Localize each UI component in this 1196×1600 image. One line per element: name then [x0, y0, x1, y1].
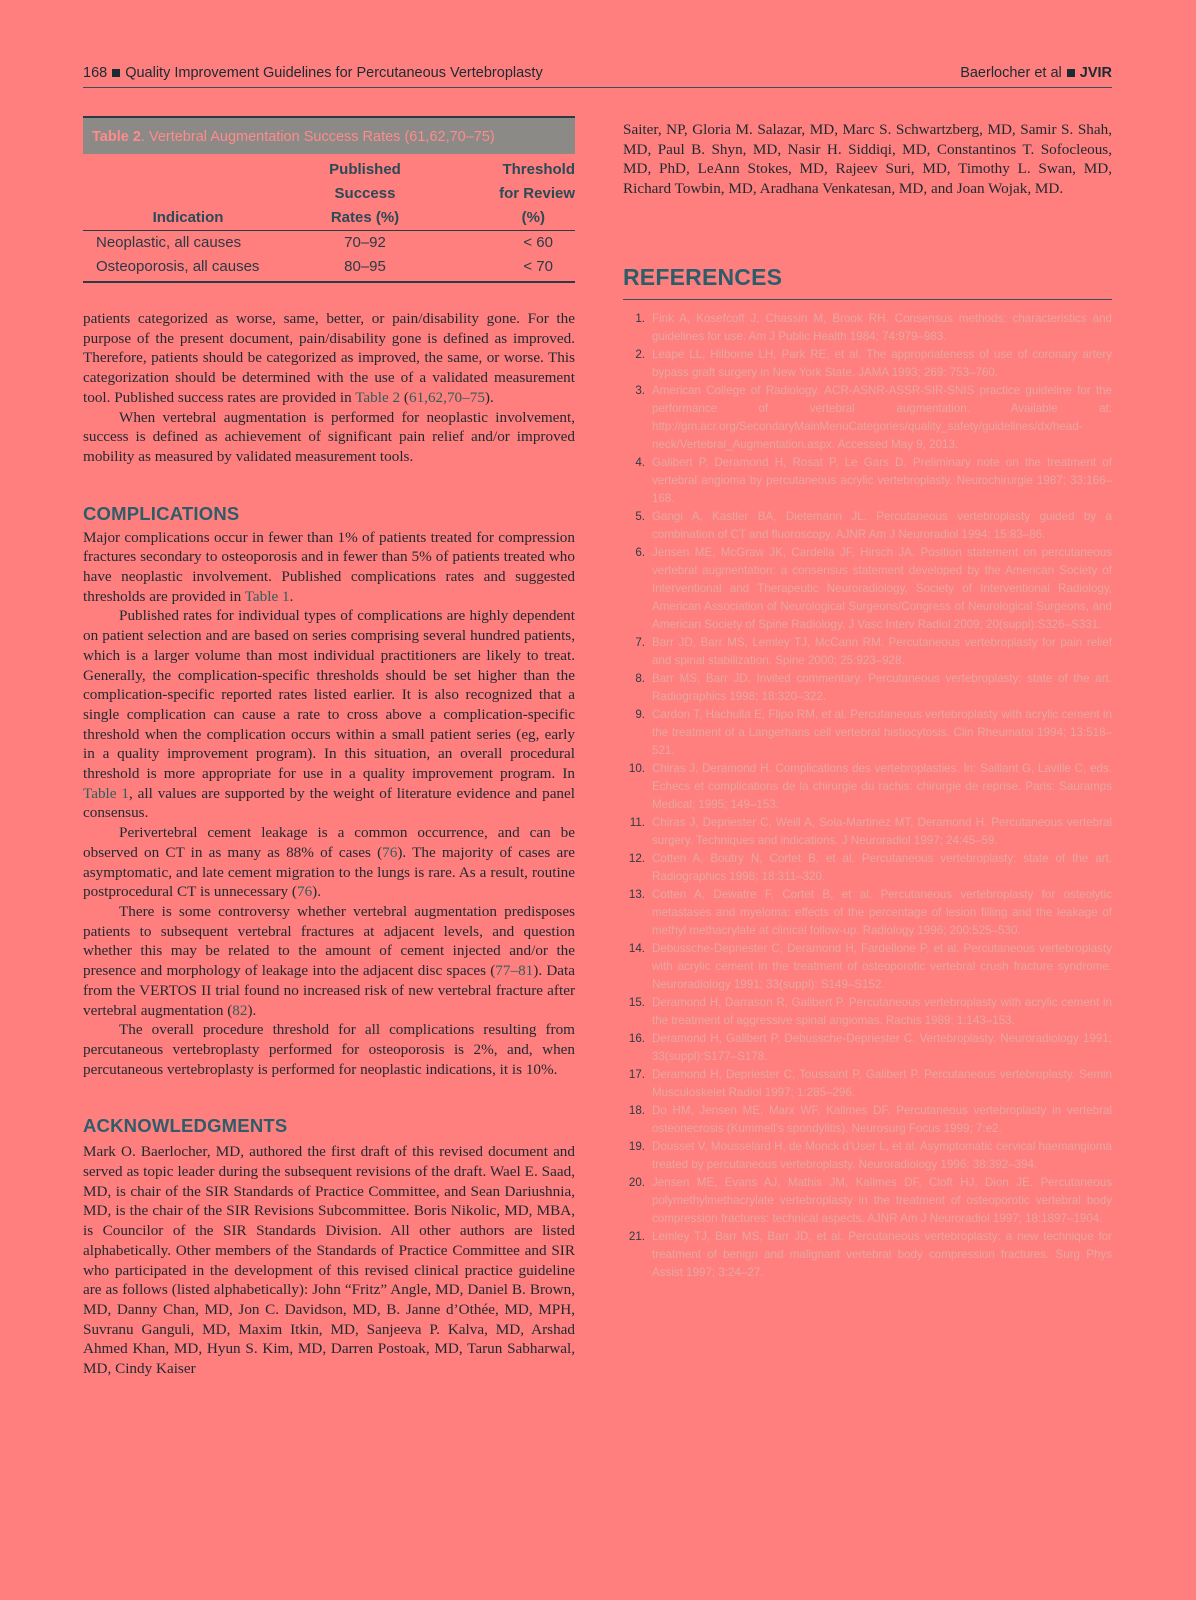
- paragraph-acknowledgments-cont: Saiter, NP, Gloria M. Salazar, MD, Marc S. Schwartzberg, MD, Samir S. Shah, MD, Paul B. Shyn, MD, Nasir H. Siddiqi, MD, Constantinos T. Sofocleous, MD, PhD, LeAnn Stokes, MD, Rajeev Suri, MD, Timothy L. Swan, MD, Richard Towbin, MD, Aradhana Venkatesan, MD, and Joan Wojak, MD.: [623, 121, 1112, 198]
- table-2-link[interactable]: Table 2: [355, 388, 401, 406]
- complications-heading: COMPLICATIONS: [83, 502, 240, 524]
- reference-item: [623, 454, 1112, 508]
- reference-text: Gangi A, Kastler BA, Dietemann JL. Percutaneous vertebroplasty guided by a combination of CT and fluoroscopy. AJNR Am J Neuroradiol 1994; 15:83–86.: [652, 509, 1112, 541]
- reference-number: 18.: [628, 1103, 645, 1117]
- reference-number: 15.: [628, 995, 645, 1009]
- table-label: Table 2: [92, 129, 141, 145]
- journal-name: JVIR: [1079, 65, 1112, 81]
- reference-text: Fink A, Kosefcoff J, Chassin M, Brook RH. Consensus methods: characteristics and guidelines for use. Am J Public Health 1984; 74:979–983.: [652, 311, 1112, 343]
- reference-text: Barr JD, Barr MS, Lemley TJ, McCann RM. Percutaneous vertebroplasty for pain relief and spinal stabilization. Spine 2000; 25:923–928.: [652, 635, 1112, 667]
- reference-item: [623, 382, 1112, 454]
- reference-number: 16.: [628, 1031, 645, 1045]
- header-threshold-line2: for Review: [499, 185, 575, 202]
- table-row: [83, 231, 575, 256]
- citation-link[interactable]: 76: [382, 843, 398, 861]
- reference-text: Deramond H, Darrason R, Galibert P. Percutaneous vertebroplasty with acrylic cement in the treatment of aggressive spinal angiomas. Rachis 1989; 1:143–153.: [652, 995, 1112, 1027]
- paragraph-controversy: [83, 902, 575, 1020]
- header-right: [960, 65, 1112, 81]
- table-1-link[interactable]: Table 1: [244, 587, 290, 605]
- paragraph-acknowledgments: Mark O. Baerlocher, MD, authored the first draft of this revised document and served as topic leader during the subsequent revisions of the draft. Wael E. Saad, MD, is chair of the SIR Standards of Practice Committee, and Sean Dariushnia, MD, is the chair of the SIR Revisions Subcommittee. Boris Nikolic, MD, MBA, is Councilor of the SIR Standards Division. All other authors are listed alphabetically. Other members of the Standards of Practice Committee and SIR who participated in the development of this revised clinical practice guideline are as follows (listed alphabetically): John “Fritz” Angle, MD, Daniel B. Brown, MD, Danny Chan, MD, Jon C. Davidson, MD, B. Janne d’Othée, MD, MPH, Suvranu Ganguli, MD, Maxim Itkin, MD, Sanjeeva P. Kalva, MD, Arshad Ahmed Khan, MD, Hyun S. Kim, MD, Darren Postoak, MD, Tarun Sabharwal, MD, Cindy Kaiser: [83, 1143, 575, 1378]
- header-left: [83, 65, 543, 81]
- header-success-line1: Published: [329, 161, 401, 178]
- right-column: [623, 116, 1112, 1282]
- reference-item: [623, 886, 1112, 940]
- text: ).: [247, 1001, 257, 1019]
- reference-text: Cotten A, Boutry N, Cortet B, et al. Percutaneous vertebroplasty: state of the art. Radiographics 1998; 18:311–320.: [652, 851, 1112, 883]
- paragraph-overall-threshold: The overall procedure threshold for all complications resulting from percutaneous vertebroplasty performed for osteoporosis is 2%, and, when percutaneous vertebroplasty is performed for neoplastic indications, it is 10%.: [83, 1021, 575, 1078]
- running-header: [83, 64, 1112, 88]
- table-caption-text: . Vertebral Augmentation Success Rates (61,62,70–75): [140, 129, 495, 145]
- reference-number: 13.: [628, 887, 645, 901]
- header-authors: Baerlocher et al: [960, 65, 1062, 81]
- header-threshold-line1: Threshold: [502, 161, 575, 178]
- citation-link[interactable]: 77–81: [495, 962, 534, 980]
- reference-item: [623, 1102, 1112, 1138]
- text: Major complications occur in fewer than 1% of patients treated for compression fractures secondary to osteoporosis and in fewer than 5% of patients treated who have neoplastic involvement. Published complications rates and suggested thresholds are provided in: [83, 528, 575, 605]
- reference-item: [623, 544, 1112, 634]
- reference-text: Chiras J, Deramond H. Complications des vertebroplasties. In: Saillant G, Laville C, eds. Echecs et complications de la chirurgie du rachis: chirurgie de reprise. Paris: Sauramps Medical; 1995; 149–153.: [652, 761, 1112, 811]
- paragraph-published-rates: [83, 606, 575, 823]
- reference-text: Deramond H, Galibert P, Debussche-Depriester C. Vertebroplasty. Neuroradiology 1991; 33(suppl):S177–S178.: [652, 1031, 1112, 1063]
- cell-indication: Osteoporosis, all causes: [83, 255, 293, 282]
- header-success-line3: Rates (%): [293, 206, 437, 231]
- reference-number: 3.: [635, 383, 645, 397]
- reference-item: [623, 1174, 1112, 1228]
- reference-text: Galibert P, Deramond H, Rosat P, Le Gars D. Preliminary note on the treatment of vertebral angioma by percutaneous acrylic vertebroplasty. Neurochirurgie 1987; 33:166–168.: [652, 455, 1112, 505]
- references-heading: REFERENCES: [623, 263, 783, 290]
- text: .: [289, 587, 294, 605]
- reference-item: [623, 994, 1112, 1030]
- paragraph-success-categories: [83, 309, 575, 408]
- reference-item: [623, 670, 1112, 706]
- reference-text: Chiras J, Depriester C, Weill A, Sola-Martinez MT, Deramond H. Percutaneous vertebral surgery. Techniques and indications. J Neuroradiol 1997; 24:45–59.: [652, 815, 1112, 847]
- reference-number: 11.: [629, 815, 645, 829]
- reference-number: 6.: [635, 545, 645, 559]
- reference-item: [623, 1228, 1112, 1282]
- text: ).: [312, 883, 322, 901]
- reference-number: 17.: [628, 1067, 645, 1081]
- reference-text: Dousset V, Mousselard H, de Monck d’User L, et al. Asymptomatic cervical haemangioma treated by percutaneous vertebroplasty. Neuroradiology 1996; 38:392–394.: [652, 1139, 1112, 1171]
- text: Perivertebral cement leakage is a common occurrence, and can be observed on CT in as many as 88% of cases (: [83, 824, 575, 861]
- reference-item: [623, 1138, 1112, 1174]
- reference-number: 8.: [635, 671, 645, 685]
- table-row: [83, 255, 575, 282]
- citation-link[interactable]: 82: [232, 1001, 248, 1019]
- reference-item: [623, 1066, 1112, 1102]
- reference-text: Jensen ME, Evans AJ, Mathis JM, Kallmes DF, Cloft HJ, Dion JE. Percutaneous polymethylmethacrylate vertebroplasty in the treatment of osteoporotic vertebral body compression fractures: technical aspects. AJNR Am J Neuroradiol 1997; 18:1897–1904.: [652, 1175, 1112, 1225]
- cell-threshold: < 60: [523, 234, 553, 251]
- square-bullet-icon: [112, 69, 120, 77]
- reference-number: 10.: [628, 761, 645, 775]
- references-list: [623, 310, 1112, 1282]
- reference-number: 14.: [628, 941, 645, 955]
- reference-number: 19.: [628, 1139, 645, 1153]
- reference-number: 12.: [628, 851, 645, 865]
- reference-text: Barr MS, Barr JD. Invited commentary. Percutaneous vertebroplasty: state of the art. Radiographics 1998; 18:320–322.: [652, 671, 1112, 703]
- reference-number: 20.: [628, 1175, 645, 1189]
- success-rates-table: [83, 158, 575, 283]
- text: patients categorized as worse, same, better, or pain/disability gone. For the purpose of the present document, pain/disability gone is defined as improved. Therefore, patients should be categorized as improved, the same, or worse. This categorization should be determined with the use of a validated measurement tool. Published success rates are provided in: [83, 310, 575, 406]
- square-bullet-icon: [1067, 69, 1075, 77]
- paragraph-neoplastic-success: When vertebral augmentation is performed for neoplastic involvement, success is defined as achievement of significant pain relief and/or improved mobility as measured by validated measurement tools.: [83, 408, 575, 465]
- reference-item: [623, 940, 1112, 994]
- reference-number: 2.: [635, 347, 645, 361]
- paragraph-cement-leakage: [83, 823, 575, 902]
- reference-item: [623, 508, 1112, 544]
- reference-item: [623, 850, 1112, 886]
- reference-number: 7.: [635, 635, 645, 649]
- reference-text: Lemley TJ, Barr MS, Barr JD, et al. Percutaneous vertebroplasty: a new technique for treatment of benign and malignant vertebral body compression fractures. Surg Phys Assist 1997; 3:24–27.: [652, 1229, 1112, 1279]
- header-threshold-line3: (%): [437, 206, 575, 231]
- reference-number: 1.: [635, 311, 645, 325]
- citation-link[interactable]: 61,62,70–75: [408, 388, 485, 406]
- references-rule: [623, 299, 1112, 300]
- cell-success: 70–92: [344, 234, 386, 251]
- table-caption: [83, 116, 575, 154]
- text: Published rates for individual types of complications are highly dependent on patient selection and are based on series comprising several hundred patients, which is a larger volume than most individual practitioners are likely to treat. Generally, the complication-specific thresholds should be set higher than the complication-specific reported rates listed earlier. It is also recognized that a single complication can cause a rate to cross above a complication-specific threshold when the complication occurs within a small patient series (eg, early in a quality improvement program). In this situation, an overall procedural threshold is more appropriate for use in a quality improvement program. In: [83, 607, 575, 783]
- page-number: 168: [83, 65, 108, 81]
- reference-number: 21.: [628, 1229, 645, 1243]
- reference-item: [623, 760, 1112, 814]
- reference-item: [623, 814, 1112, 850]
- reference-text: Deramond H, Depriester C, Toussaint P, Galibert P. Percutaneous vertebroplasty. Semin Musculoskelet Radiol 1997; 1:285–296.: [652, 1067, 1112, 1099]
- reference-text: Debussche-Depriester C, Deramond H, Fardellone P, et al. Percutaneous vertebroplasty with acrylic cement in the treatment of osteoporotic vertebral crush fracture syndrome. Neuroradiology 1991; 33(suppl): S149–S152.: [652, 941, 1112, 991]
- cell-threshold: < 70: [437, 255, 575, 282]
- reference-number: 9.: [635, 707, 645, 721]
- paragraph-major-complications: [83, 528, 575, 607]
- text: (: [400, 388, 409, 406]
- reference-number: 5.: [635, 509, 645, 523]
- text: , all values are supported by the weight of literature evidence and panel consensus.: [83, 784, 575, 822]
- reference-text: Cardon T, Hachulla E, Flipo RM, et al. Percutaneous vertebroplasty with acrylic cement in the treatment of a Langerhans cell vertebral histiocytosis. Clin Rheumatol 1994; 13:518–521.: [652, 707, 1112, 757]
- reference-item: [623, 706, 1112, 760]
- table-1-link[interactable]: Table 1: [83, 784, 129, 802]
- reference-text: Do HM, Jensen ME, Marx WF, Kallmes DF. Percutaneous vertebroplasty in vertebral osteonecrosis (Kummell’s spondylitis). Neurosurg Focus 1999; 7:e2.: [652, 1103, 1112, 1135]
- reference-text: American College of Radiology. ACR-ASNR-ASSR-SIR-SNIS practice guideline for the performance of vertebral augmentation. Available at: http://gm.acr.org/SecondaryMainMenuCategories/quality_safety/guidelines/dx/head-neck/Vertebral_Augmentation.aspx. Accessed May 9, 2013.: [652, 383, 1112, 451]
- reference-number: 4.: [635, 455, 645, 469]
- reference-item: [623, 346, 1112, 382]
- text: There is some controversy whether vertebral augmentation predisposes patients to subsequent vertebral fractures at adjacent levels, and question whether this may be related to the amount of cement injected and/or the presence and morphology of leakage into the adjacent disc spaces (: [83, 902, 575, 980]
- reference-text: Jensen ME, McGraw JK, Cardella JF, Hirsch JA. Position statement on percutaneous vertebral augmentation: a consensus statement developed by the American Society of Interventional and Therapeutic Neuroradiology, Society of Interventional Radiology, American Association of Neurological Surgeons/Congress of Neurological Surgeons, and American Society of Spine Radiology. J Vasc Interv Radiol 2009; 20(suppl):S326–S331.: [652, 545, 1112, 631]
- reference-item: [623, 1030, 1112, 1066]
- text: ). The majority of cases are asymptomatic, and late cement migration to the lungs is rare. As a result, routine postprocedural CT is unnecessary (: [83, 843, 576, 901]
- header-success-line2: Success: [334, 185, 396, 202]
- reference-text: Leape LL, Hilborne LH, Park RE, et al. The appropriateness of use of coronary artery bypass graft surgery in New York State. JAMA 1993; 269: 753–760.: [652, 347, 1112, 379]
- header-indication: Indication: [83, 206, 293, 231]
- reference-item: [623, 310, 1112, 346]
- reference-item: [623, 634, 1112, 670]
- text: ).: [484, 388, 494, 406]
- citation-link[interactable]: 76: [296, 883, 313, 901]
- acknowledgments-heading: ACKNOWLEDGMENTS: [83, 1115, 288, 1137]
- left-column: [83, 116, 575, 1379]
- cell-success: 80–95: [293, 255, 437, 282]
- text: ). Data from the VERTOS II trial found no increased risk of new vertebral fracture after vertebral augmentation (: [83, 962, 575, 1019]
- cell-indication: Neoplastic, all causes: [96, 234, 242, 251]
- header-title: Quality Improvement Guidelines for Percutaneous Vertebroplasty: [125, 65, 543, 81]
- reference-text: Cotten A, Dewatre F, Cortet B, et al. Percutaneous vertebroplasty for osteolytic metastases and myeloma: effects of the percentage of lesion filling and the leakage of methyl methacrylate at clinical follow-up. Radiology 1996; 200:525–530.: [652, 887, 1112, 937]
